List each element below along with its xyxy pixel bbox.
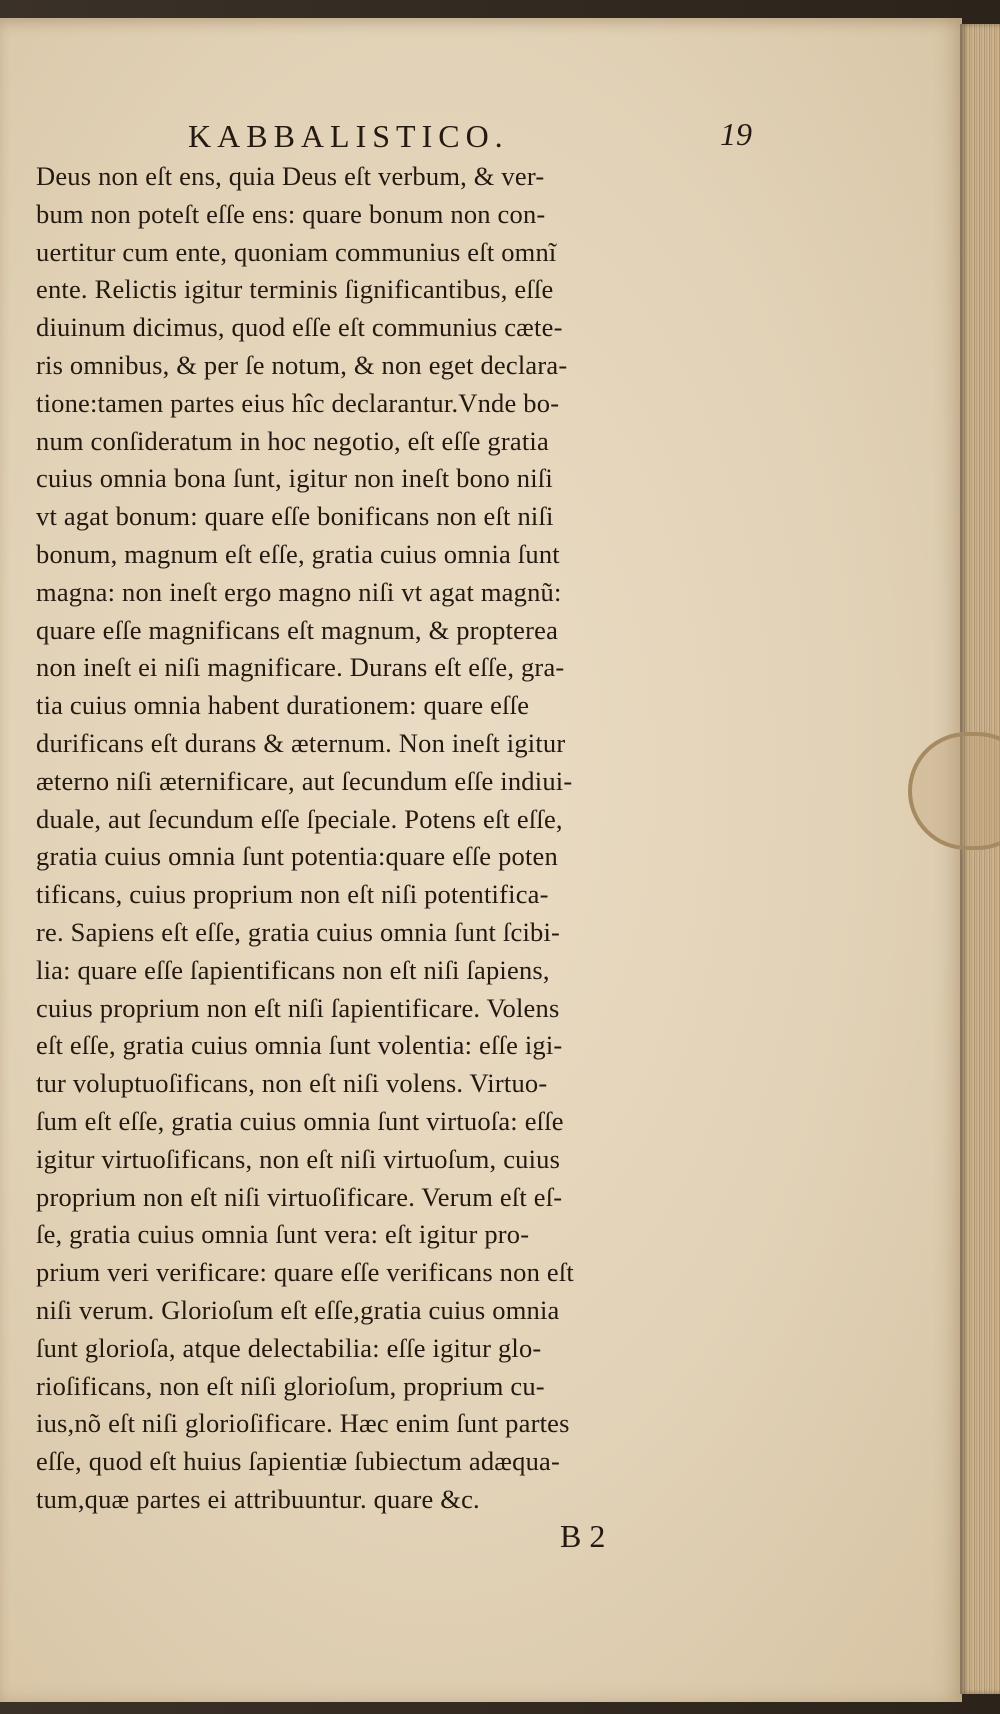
text-line: proprium non eſt niſi virtuoſificare. Verum eſt eſ- <box>36 1181 563 1212</box>
text-line: tum,quæ partes ei attribuuntur. quare &c. <box>36 1483 480 1514</box>
text-line: eſſe, quod eſt huius ſapientiæ ſubiectum adæqua- <box>36 1446 561 1477</box>
text-line: durificans eſt durans & æternum. Non ineſt igitur <box>36 727 566 758</box>
text-line: niſi verum. Glorioſum eſt eſſe,gratia cuius omnia <box>36 1294 560 1325</box>
text-line: re. Sapiens eſt eſſe, gratia cuius omnia ſunt ſcibi- <box>36 916 561 947</box>
text-line: ſunt glorioſa, atque delectabilia: eſſe igitur glo- <box>36 1332 542 1363</box>
text-line: tur voluptuoſificans, non eſt niſi volens. Virtuo- <box>36 1068 548 1099</box>
text-line: ente. Relictis igitur terminis ſignificantibus, eſſe <box>36 274 554 305</box>
text-line: num conſideratum in hoc negotio, eſt eſſe gratia <box>36 425 549 456</box>
text-line: quare eſſe magnificans eſt magnum, & propterea <box>36 614 559 645</box>
text-line: igitur virtuoſificans, non eſt niſi virtuoſum, cuius <box>36 1143 561 1174</box>
text-line: æterno niſi æternificare, aut ſecundum eſſe indiui- <box>36 765 573 796</box>
text-line: eſt eſſe, gratia cuius omnia ſunt volentia: eſſe igi- <box>36 1030 563 1061</box>
text-line: ſe, gratia cuius omnia ſunt vera: eſt igitur pro- <box>36 1219 530 1250</box>
text-line: duale, aut ſecundum eſſe ſpeciale. Potens eſt eſſe, <box>36 803 563 834</box>
text-line: tificans, cuius proprium non eſt niſi potentifica- <box>36 879 549 910</box>
text-line: ſum eſt eſſe, gratia cuius omnia ſunt virtuoſa: eſſe <box>36 1105 564 1136</box>
running-head: KABBALISTICO. <box>188 118 509 154</box>
text-line: non ineſt ei niſi magnificare. Durans eſt eſſe, gra- <box>36 652 565 683</box>
text-line: uertitur cum ente, quoniam communius eſt omnĩ <box>36 236 557 267</box>
text-line: magna: non ineſt ergo magno niſi vt agat magnũ: <box>36 576 562 607</box>
text-line: lia: quare eſſe ſapientificans non eſt niſi ſapiens, <box>36 954 550 985</box>
text-line: diuinum dicimus, quod eſſe eſt communius cæte- <box>36 312 563 343</box>
body-text <box>36 158 766 1519</box>
text-line: ris omnibus, & per ſe notum, & non eget declara- <box>36 349 568 380</box>
text-line: vt agat bonum: quare eſſe bonificans non eſt niſi <box>36 501 554 532</box>
text-line: tione:tamen partes eius hîc declarantur.Vnde bo- <box>36 387 560 418</box>
text-line: bonum, magnum eſt eſſe, gratia cuius omnia ſunt <box>36 538 560 569</box>
text-line: Deus non eſt ens, quia Deus eſt verbum, & ver- <box>36 161 545 191</box>
page-header <box>40 116 752 158</box>
text-line: ius,nõ eſt niſi glorioſificare. Hæc enim ſunt partes <box>36 1408 570 1439</box>
text-line: cuius proprium non eſt niſi ſapientificare. Volens <box>36 992 560 1023</box>
text-line: cuius omnia bona ſunt, igitur non ineſt bono niſi <box>36 463 553 494</box>
page-number: 19 <box>720 116 752 152</box>
text-line: gratia cuius omnia ſunt potentia:quare eſſe poten <box>36 841 558 872</box>
text-line: rioſificans, non eſt niſi glorioſum, proprium cu- <box>36 1370 545 1401</box>
text-line: bum non poteſt eſſe ens: quare bonum non con- <box>36 198 546 229</box>
text-line: tia cuius omnia habent durationem: quare eſſe <box>36 690 530 721</box>
signature-mark: B 2 <box>560 1518 606 1554</box>
page-edges <box>960 24 1000 1694</box>
text-line: prium veri verificare: quare eſſe verificans non eſt <box>36 1257 574 1288</box>
